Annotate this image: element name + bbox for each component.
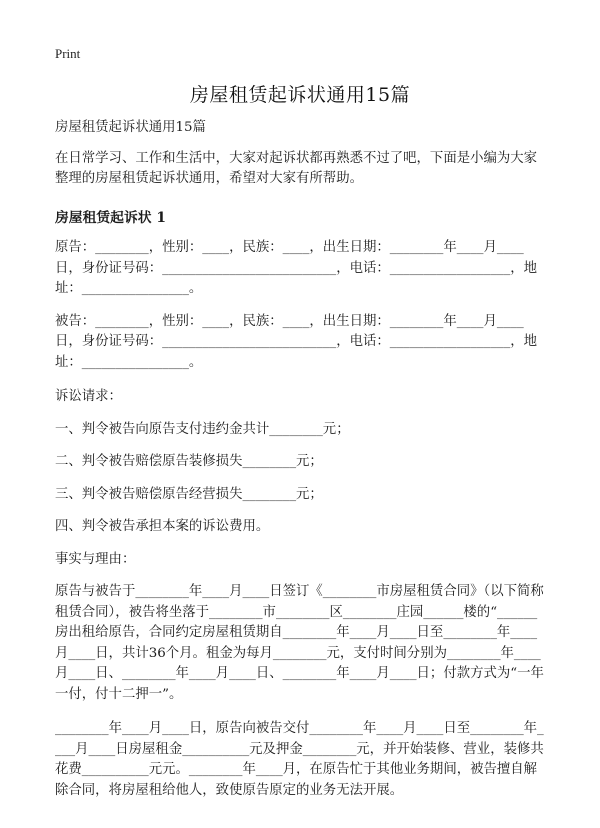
claim-item: 三、判令被告赔偿原告经营损失________元；	[55, 486, 323, 502]
claim-item: 二、判令被告赔偿原告装修损失________元；	[55, 454, 323, 469]
plaintiff-info: 原告：________，性别：____，民族：____，出生日期：________年____月____日，身份证号码：__________________________，电话：__________________，地址：________________。	[55, 240, 538, 296]
intro-paragraph: 在日常学习、工作和生活中，大家对起诉状都再熟悉不过了吧，下面是小编为大家整理的房屋租赁起诉状通用，希望对大家有所帮助。	[55, 150, 538, 186]
document-title: 房屋租赁起诉状通用15篇	[189, 84, 411, 106]
claim-item: 四、判令被告承担本案的诉讼费用。	[55, 519, 270, 534]
facts-paragraph: 原告与被告于________年____月____日签订《________市房屋租赁合同》（以下简称租赁合同），被告将坐落于________市________区________庄园______楼的“______房出租给原告，合同约定房屋租赁期自________年____月____日至________年____月____日，共计36个月。租金为每月________元，支付时间分别为________年____月____日、________年____月____日、________年____月____日；付款方式为“一年一付，付十二押一”。	[55, 584, 544, 702]
print-label: Print	[55, 46, 81, 61]
claims-label: 诉讼请求：	[55, 389, 122, 404]
document-subtitle: 房屋租赁起诉状通用15篇	[55, 120, 206, 135]
document-body	[55, 118, 550, 801]
claim-item: 一、判令被告向原告支付违约金共计________元；	[55, 421, 350, 437]
facts-label: 事实与理由：	[55, 551, 136, 567]
defendant-info: 被告：________，性别：____，民族：____，出生日期：________年____月____日，身份证号码：__________________________，电话：__________________，地址：________________。	[55, 313, 538, 370]
facts-paragraph: ________年____月____日，原告向被告交付________年____月____日至________年____月____日房屋租金__________元及押金________元，并开始装修、营业，装修共花费__________元元。________年____月，在原告忙于其他业务期间，被告擅自解除合同，将房屋租给他人，致使原告原定的业务无法开展。	[55, 721, 544, 798]
section-heading: 房屋租赁起诉状 1	[55, 209, 166, 226]
